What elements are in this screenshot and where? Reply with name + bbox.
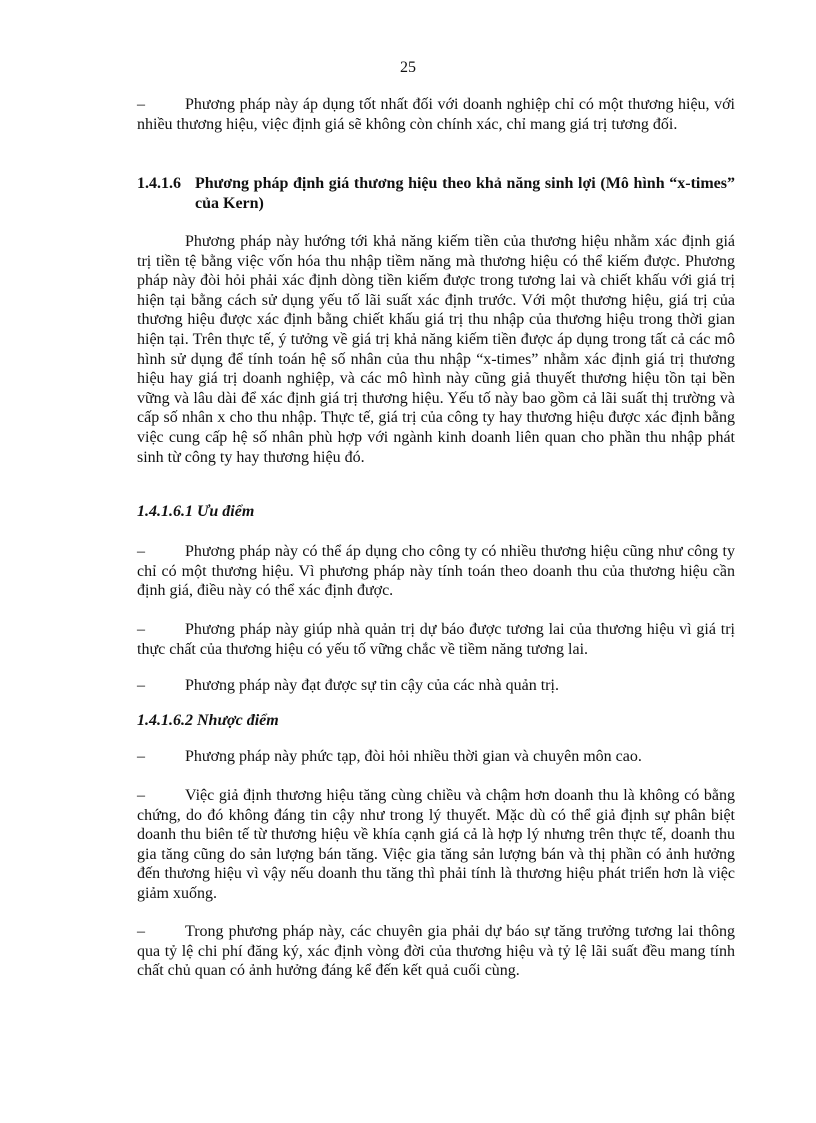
disadvantage-item: – Trong phương pháp này, các chuyên gia phải dự báo sự tăng trưởng tương lai thông qua tỷ lệ chi phí đăng ký, xác định vòng đời của thương hiệu và tỷ lệ lãi suất đều mang tính chất chủ quan có ảnh hưởng đáng kể đến kết quả cuối cùng.	[137, 923, 735, 980]
bullet-text: Phương pháp này áp dụng tốt nhất đối với doanh nghiệp chỉ có một thương hiệu, với nhiều thương hiệu, việc định giá sẽ không còn chính xác, chỉ mang giá trị tương đối.	[137, 96, 735, 133]
disadvantage-item: – Việc giả định thương hiệu tăng cùng chiều và chậm hơn doanh thu là không có bằng chứng, do đó không đáng tin cậy như trong lý thuyết. Mặc dù có thể giả định sự phân biệt doanh thu biên tế từ thương hiệu về khía cạnh giá cả là hợp lý nhưng trên thực tế, doanh thu gia tăng cũng do sản lượng bán tăng. Việc gia tăng sản lượng bán và thị phần có ảnh hưởng đến thương hiệu vì vậy nếu doanh thu tăng thì phải tính là thương hiệu phát triển hơn là việc giảm xuống.	[137, 787, 735, 902]
advantage-item: – Phương pháp này có thể áp dụng cho công ty có nhiều thương hiệu cũng như công ty chỉ có một thương hiệu. Vì phương pháp này tính toán theo doanh thu của thương hiệu cần định giá, điều này có thể xác định được.	[137, 543, 735, 600]
disadvantage-text: Việc giả định thương hiệu tăng cùng chiều và chậm hơn doanh thu là không có bằng chứng, do đó không đáng tin cậy như trong lý thuyết. Mặc dù có thể giả định sự phân biệt doanh thu biên tế từ thương hiệu về khía cạnh giá cả là hợp lý nhưng trên thực tế, doanh thu gia tăng cũng do sản lượng bán tăng. Việc gia tăng sản lượng bán và thị phần có ảnh hưởng đến thương hiệu vì vậy nếu doanh thu tăng thì phải tính là thương hiệu phát triển hơn là việc giảm xuống.	[137, 787, 735, 902]
intro-bullet: – Phương pháp này áp dụng tốt nhất đối với doanh nghiệp chỉ có một thương hiệu, với nhiều thương hiệu, việc định giá sẽ không còn chính xác, chỉ mang giá trị tương đối.	[137, 96, 735, 133]
advantage-item: – Phương pháp này giúp nhà quản trị dự báo được tương lai của thương hiệu vì giá trị thực chất của thương hiệu có yếu tố vững chắc về tiềm năng tương lai.	[137, 621, 735, 658]
advantage-text: Phương pháp này có thể áp dụng cho công ty có nhiều thương hiệu cũng như công ty chỉ có một thương hiệu. Vì phương pháp này tính toán theo doanh thu của thương hiệu cần định giá, điều này có thể xác định được.	[137, 543, 735, 600]
advantage-text: Phương pháp này đạt được sự tin cậy của các nhà quản trị.	[185, 677, 559, 694]
page-number: 25	[400, 59, 416, 76]
section-title: Phương pháp định giá thương hiệu theo khả năng sinh lợi (Mô hình “x-times” của Kern)	[195, 175, 735, 212]
advantages-heading: 1.4.1.6.1 Ưu điểm	[137, 503, 255, 520]
advantage-item: – Phương pháp này đạt được sự tin cậy của các nhà quản trị.	[137, 677, 559, 694]
section-heading	[137, 174, 735, 213]
disadvantage-text: Phương pháp này phức tạp, đòi hỏi nhiều thời gian và chuyên môn cao.	[185, 748, 642, 765]
body-paragraph: Phương pháp này hướng tới khả năng kiếm tiền của thương hiệu nhằm xác định giá trị tiền tệ bằng việc vốn hóa thu nhập tiềm năng mà thương hiệu có thể kiếm được. Phương pháp này đòi hỏi phải xác định dòng tiền kiếm được trong tương lai và chiết khấu với giá trị hiện tại bằng cách sử dụng yếu tố lãi suất xác định trước. Với một thương hiệu, giá trị của thương hiệu được xác định bằng chiết khấu giá trị thu nhập của thương hiệu trong thời gian hiện tại. Trên thực tế, ý tưởng về giá trị khả năng kiếm tiền được áp dụng trong tất cả các mô hình sử dụng để tính toán hệ số nhân của thu nhập “x-times” nhằm xác định giá trị thương hiệu hay giá trị doanh nghiệp, và các mô hình này cũng giả thuyết thương hiệu tồn tại bền vững và lâu dài để xác định giá trị thương hiệu. Yếu tố này bao gồm cả lãi suất thị trường và cấp số nhân x cho thu nhập. Thực tế, giá trị của công ty hay thương hiệu được xác định bằng việc cung cấp hệ số nhân phù hợp với ngành kinh doanh liên quan cho phần thu nhập phát sinh từ công ty hay thương hiệu đó.	[137, 233, 735, 466]
disadvantage-text: Trong phương pháp này, các chuyên gia phải dự báo sự tăng trưởng tương lai thông qua tỷ lệ chi phí đăng ký, xác định vòng đời của thương hiệu và tỷ lệ lãi suất đều mang tính chất chủ quan có ảnh hưởng đáng kể đến kết quả cuối cùng.	[137, 923, 735, 980]
section-number: 1.4.1.6	[137, 175, 181, 192]
advantage-text: Phương pháp này giúp nhà quản trị dự báo được tương lai của thương hiệu vì giá trị thực chất của thương hiệu có yếu tố vững chắc về tiềm năng tương lai.	[137, 621, 735, 658]
disadvantage-item: – Phương pháp này phức tạp, đòi hỏi nhiều thời gian và chuyên môn cao.	[137, 748, 642, 765]
disadvantages-heading: 1.4.1.6.2 Nhược điểm	[137, 712, 279, 729]
